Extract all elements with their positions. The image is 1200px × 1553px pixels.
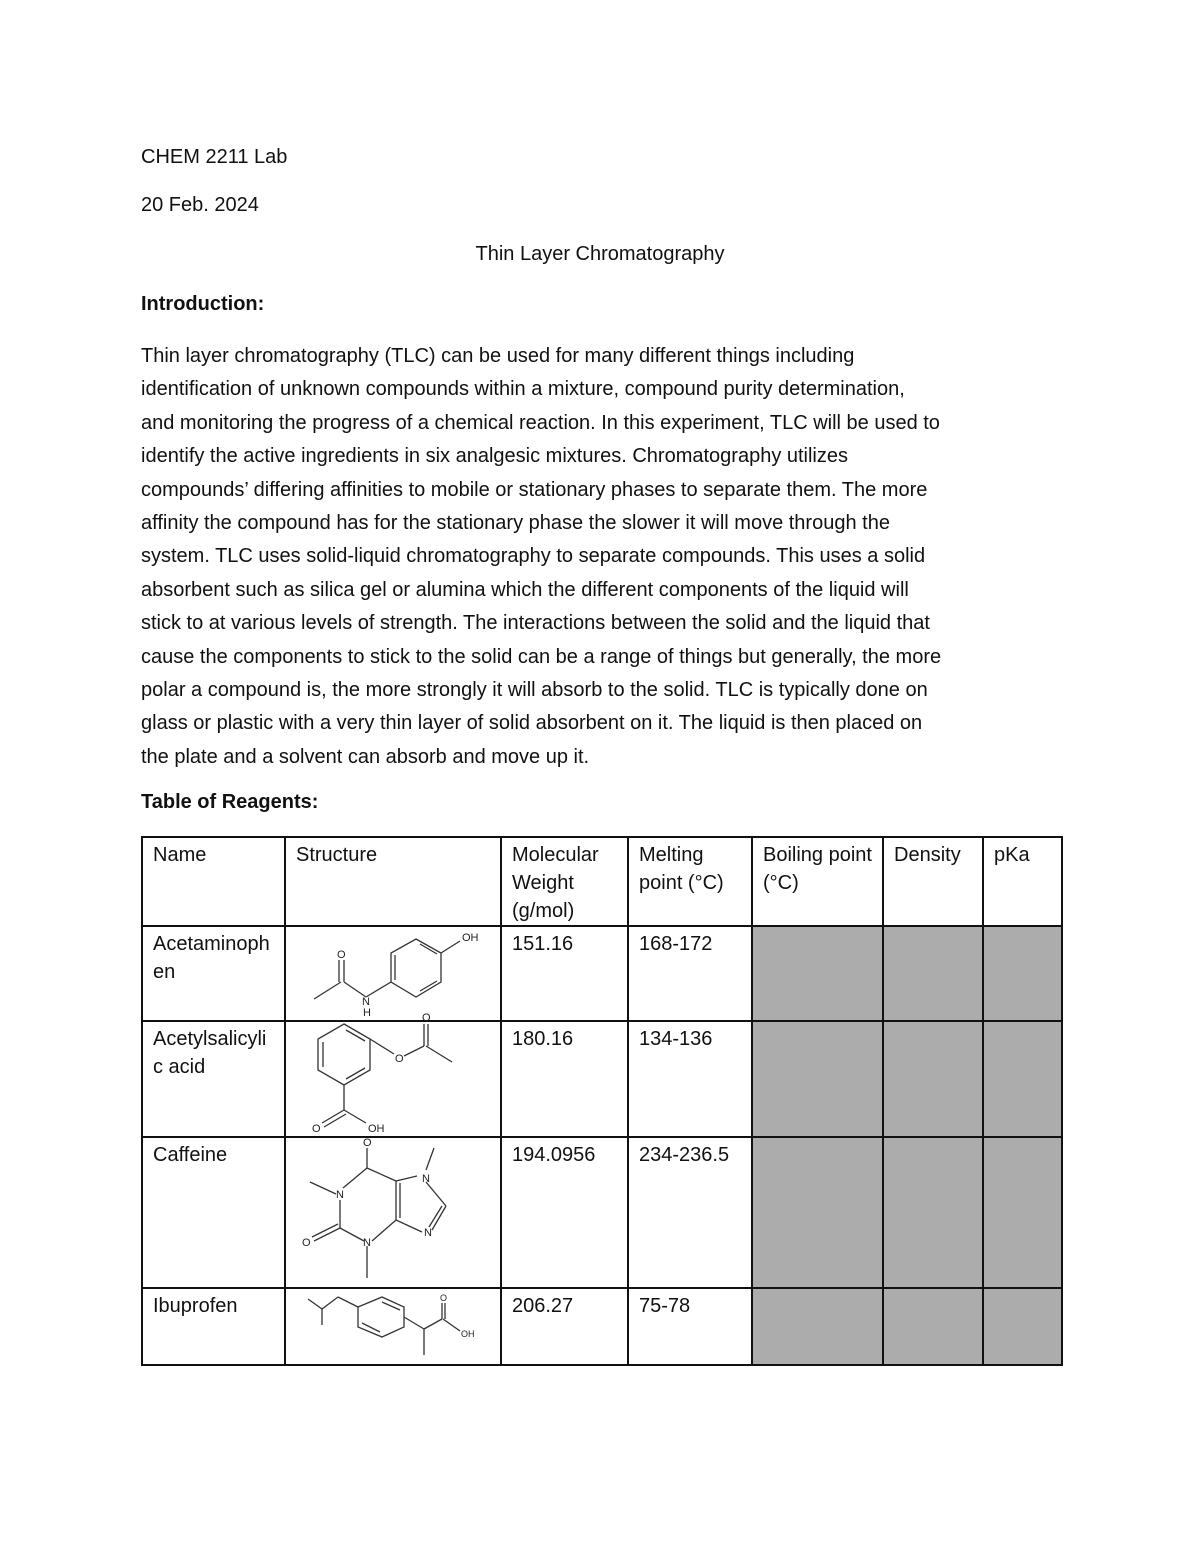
pka (983, 926, 1062, 1021)
atom-label: N (362, 996, 370, 1008)
column-header: pKa (983, 837, 1062, 926)
boiling-point (752, 1288, 883, 1365)
pka (983, 1021, 1062, 1137)
structure-cell (285, 1012, 501, 1137)
intro-line: system. TLC uses solid-liquid chromatography to separate compounds. This uses a solid (141, 545, 926, 568)
melting-point: 168-172 (628, 926, 752, 1021)
reagents-table-heading: Table of Reagents: (141, 791, 319, 813)
atom-label: OH (368, 1123, 385, 1135)
atom-label: O (312, 1123, 321, 1135)
table-header-row (142, 837, 1062, 926)
reagent-name: Ibuprofen (142, 1288, 285, 1365)
structure-cell (285, 1137, 501, 1288)
column-header: Name (142, 837, 285, 926)
atom-label: O (302, 1237, 311, 1249)
intro-line: compounds’ differing affinities to mobile or stationary phases to separate them. The more (141, 478, 928, 501)
pka (983, 1288, 1062, 1365)
structure-cell (285, 1288, 501, 1365)
document-title: Thin Layer Chromatography (475, 243, 725, 265)
melting-point: 75-78 (628, 1288, 752, 1365)
boiling-point (752, 926, 883, 1021)
intro-line: identification of unknown compounds within a mixture, compound purity determination, (141, 378, 905, 401)
intro-line: polar a compound is, the more strongly it will absorb to the solid. TLC is typically done on (141, 679, 928, 702)
boiling-point (752, 1137, 883, 1288)
course-name: CHEM 2211 Lab (141, 146, 288, 168)
atom-label: N (363, 1237, 371, 1249)
density (883, 1288, 983, 1365)
intro-line: the plate and a solvent can absorb and move up it. (141, 745, 590, 768)
melting-point: 234-236.5 (628, 1137, 752, 1288)
intro-line: Thin layer chromatography (TLC) can be used for many different things including (141, 345, 855, 367)
atom-label: OH (462, 932, 479, 944)
molecular-weight: 206.27 (501, 1288, 628, 1365)
introduction-paragraph (141, 340, 1061, 774)
column-header: Molecular Weight (g/mol) (501, 837, 628, 926)
column-header: Melting point (°C) (628, 837, 752, 926)
table-row (142, 926, 1062, 1021)
boiling-point (752, 1021, 883, 1137)
atom-label: H (363, 1007, 371, 1019)
document-date: 20 Feb. 2024 (141, 194, 259, 216)
column-header: Boiling point (°C) (752, 837, 883, 926)
density (883, 926, 983, 1021)
intro-line: identify the active ingredients in six analgesic mixtures. Chromatography utilizes (141, 445, 849, 468)
caffeine-structure (286, 1138, 500, 1286)
structure-cell (285, 926, 501, 1021)
intro-line: and monitoring the progress of a chemical reaction. In this experiment, TLC will be used to (141, 411, 940, 434)
molecular-weight: 194.0956 (501, 1137, 628, 1288)
acetaminophen-structure (286, 927, 500, 1019)
intro-line: cause the components to stick to the solid can be a range of things but generally, the more (141, 645, 942, 668)
ibuprofen-structure (286, 1289, 500, 1363)
column-header: Structure (285, 837, 501, 926)
atom-label: O (337, 949, 346, 961)
reagent-name: Acetylsalicylic acid (142, 1021, 285, 1137)
intro-line: absorbent such as silica gel or alumina which the different components of the liquid will (141, 578, 909, 601)
atom-label: N (336, 1189, 344, 1201)
column-header: Density (883, 837, 983, 926)
table-row (142, 1288, 1062, 1365)
atom-label: N (422, 1173, 430, 1185)
atom-label: O (363, 1137, 372, 1149)
intro-line: stick to at various levels of strength. The interactions between the solid and the liquid that (141, 612, 930, 635)
atom-label: OH (461, 1329, 475, 1339)
acetylsalicylic-acid-structure (286, 1012, 500, 1135)
intro-line: affinity the compound has for the stationary phase the slower it will move through the (141, 512, 890, 535)
table-row (142, 1137, 1062, 1288)
density (883, 1021, 983, 1137)
reagent-name: Acetaminophen (142, 926, 285, 1021)
atom-label: O (395, 1053, 404, 1065)
reagent-name: Caffeine (142, 1137, 285, 1288)
introduction-heading: Introduction: (141, 293, 265, 315)
atom-label: O (422, 1012, 431, 1024)
melting-point: 134-136 (628, 1021, 752, 1137)
molecular-weight: 151.16 (501, 926, 628, 1021)
intro-line: glass or plastic with a very thin layer of solid absorbent on it. The liquid is then placed on (141, 712, 923, 735)
table-row (142, 1021, 1062, 1137)
molecular-weight: 180.16 (501, 1021, 628, 1137)
atom-label: N (424, 1227, 432, 1239)
density (883, 1137, 983, 1288)
pka (983, 1137, 1062, 1288)
reagents-table (141, 836, 1063, 1366)
atom-label: O (440, 1293, 448, 1303)
